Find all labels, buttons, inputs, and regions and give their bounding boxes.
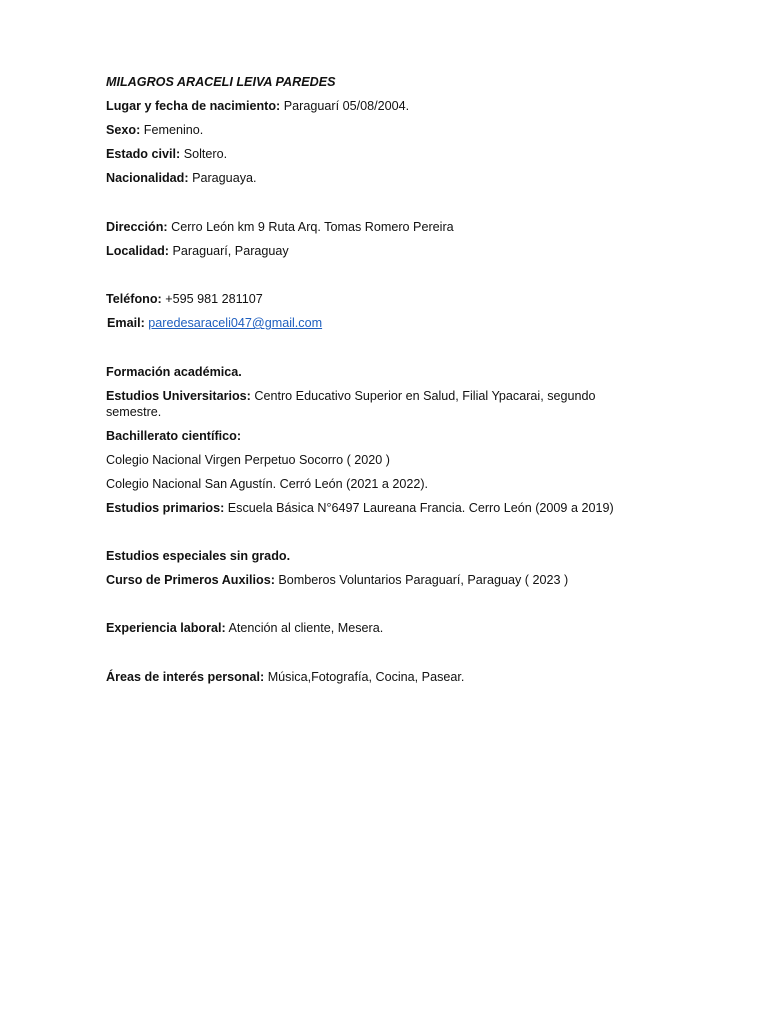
address-label: Dirección:	[106, 220, 168, 234]
interests-label: Áreas de interés personal:	[106, 670, 265, 684]
civil-status-label: Estado civil:	[106, 147, 181, 161]
primary-studies-value: Escuela Básica N°6497 Laureana Francia. Cerro León (2009 a 2019)	[227, 501, 614, 515]
person-name: MILAGROS ARACELI LEIVA PAREDES	[106, 75, 336, 89]
birth-label: Lugar y fecha de nacimiento:	[106, 99, 281, 113]
locality-label: Localidad:	[106, 244, 169, 258]
sex-value: Femenino.	[143, 123, 204, 137]
locality-value: Paraguarí, Paraguay	[172, 244, 289, 258]
sex-label: Sexo:	[106, 123, 141, 137]
university-label: Estudios Universitarios:	[106, 389, 251, 403]
address-line	[106, 219, 666, 235]
university-value: Centro Educativo Superior en Salud, Filial Ypacarai, segundo semestre.	[106, 389, 596, 419]
interests-line	[106, 669, 666, 685]
email-line	[107, 315, 667, 331]
bachillerato-item: Colegio Nacional Virgen Perpetuo Socorro ( 2020 )	[106, 453, 390, 467]
first-aid-course-line	[106, 572, 666, 588]
work-experience-label: Experiencia laboral:	[106, 621, 226, 635]
nationality-label: Nacionalidad:	[106, 171, 189, 185]
phone-line	[106, 291, 666, 307]
nationality-line	[106, 170, 666, 186]
education-heading: Formación académica.	[106, 365, 242, 379]
special-studies-heading: Estudios especiales sin grado.	[106, 549, 291, 563]
phone-label: Teléfono:	[106, 292, 162, 306]
phone-value: +595 981 281107	[165, 292, 263, 306]
civil-status-line	[106, 146, 666, 162]
birth-value: Paraguarí 05/08/2004.	[283, 99, 410, 113]
sex-line	[106, 122, 666, 138]
work-experience-value: Atención al cliente, Mesera.	[228, 621, 384, 635]
address-value: Cerro León km 9 Ruta Arq. Tomas Romero Pereira	[171, 220, 454, 234]
university-line	[106, 388, 646, 420]
primary-studies-label: Estudios primarios:	[106, 501, 225, 515]
locality-line	[106, 243, 666, 259]
civil-status-value: Soltero.	[183, 147, 228, 161]
work-experience-line	[106, 620, 666, 636]
email-link[interactable]: paredesaraceli047@gmail.com	[148, 316, 323, 330]
email-label: Email:	[107, 316, 145, 330]
bachillerato-item: Colegio Nacional San Agustín. Cerró León (2021 a 2022).	[106, 477, 429, 491]
interests-value: Música,Fotografía, Cocina, Pasear.	[267, 670, 465, 684]
birth-line	[106, 98, 666, 114]
first-aid-course-value: Bomberos Voluntarios Paraguarí, Paraguay ( 2023 )	[278, 573, 569, 587]
bachillerato-heading: Bachillerato científico:	[106, 429, 242, 443]
primary-studies-line	[106, 500, 666, 516]
nationality-value: Paraguaya.	[192, 171, 257, 185]
first-aid-course-label: Curso de Primeros Auxilios:	[106, 573, 275, 587]
